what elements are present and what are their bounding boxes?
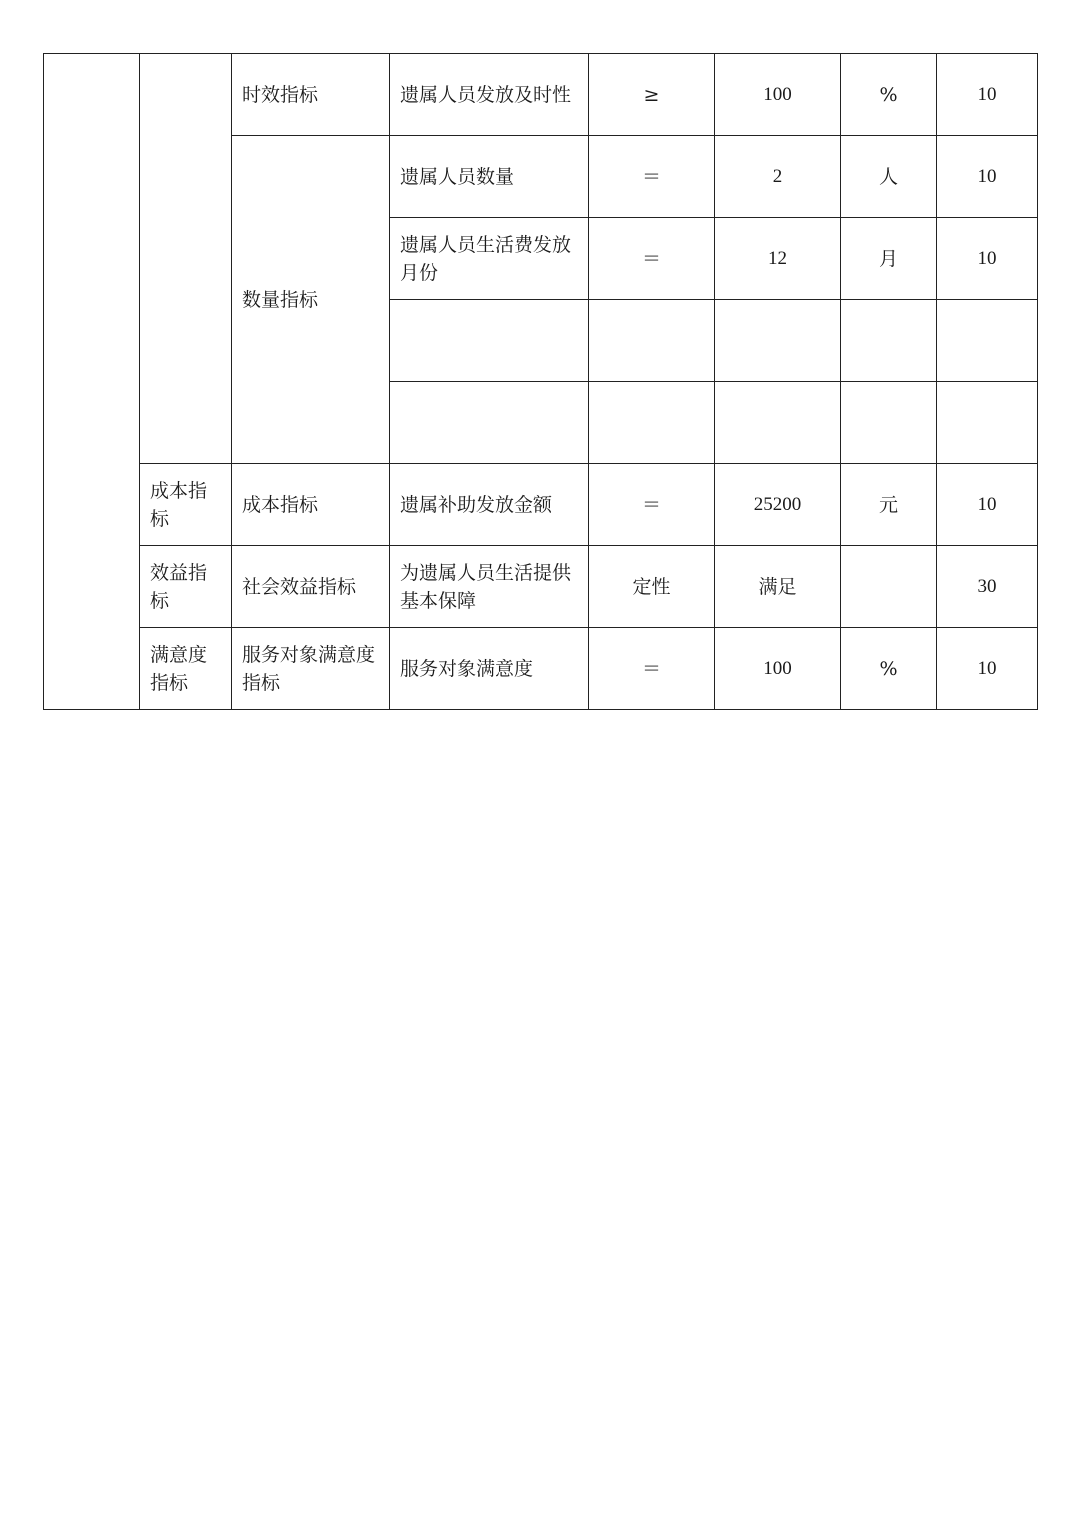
target-value-cell: [715, 382, 841, 464]
secondary-indicator-cell: 效益指标: [140, 546, 232, 628]
indicator-name-cell: [390, 382, 589, 464]
unit-cell: %: [841, 54, 937, 136]
indicator-name-cell: 遗属人员数量: [390, 136, 589, 218]
target-value-cell: 100: [715, 628, 841, 710]
table-row: [44, 546, 1038, 628]
operator-cell: 定性: [589, 546, 715, 628]
operator-cell: ＝: [589, 218, 715, 300]
operator-cell: ＝: [589, 464, 715, 546]
indicator-name-cell: 遗属人员生活费发放月份: [390, 218, 589, 300]
primary-indicator-cell: [44, 54, 140, 710]
weight-cell: 10: [937, 136, 1038, 218]
weight-cell: 10: [937, 628, 1038, 710]
table-row: [44, 464, 1038, 546]
tertiary-indicator-cell: 数量指标: [232, 136, 390, 464]
unit-cell: [841, 546, 937, 628]
unit-cell: 元: [841, 464, 937, 546]
unit-cell: [841, 300, 937, 382]
unit-cell: 人: [841, 136, 937, 218]
table-row: [44, 54, 1038, 136]
secondary-indicator-cell: 满意度指标: [140, 628, 232, 710]
weight-cell: 10: [937, 54, 1038, 136]
unit-cell: 月: [841, 218, 937, 300]
target-value-cell: [715, 300, 841, 382]
weight-cell: [937, 382, 1038, 464]
target-value-cell: 12: [715, 218, 841, 300]
indicator-name-cell: 服务对象满意度: [390, 628, 589, 710]
performance-indicator-table: [43, 53, 1038, 710]
indicator-name-cell: 遗属人员发放及时性: [390, 54, 589, 136]
operator-cell: [589, 382, 715, 464]
target-value-cell: 100: [715, 54, 841, 136]
unit-cell: [841, 382, 937, 464]
tertiary-indicator-cell: 服务对象满意度指标: [232, 628, 390, 710]
tertiary-indicator-cell: 时效指标: [232, 54, 390, 136]
operator-cell: ＝: [589, 628, 715, 710]
operator-cell: ≥: [589, 54, 715, 136]
table-row: [44, 628, 1038, 710]
target-value-cell: 2: [715, 136, 841, 218]
secondary-indicator-cell: [140, 54, 232, 464]
target-value-cell: 满足: [715, 546, 841, 628]
tertiary-indicator-cell: 社会效益指标: [232, 546, 390, 628]
tertiary-indicator-cell: 成本指标: [232, 464, 390, 546]
weight-cell: [937, 300, 1038, 382]
operator-cell: [589, 300, 715, 382]
indicator-name-cell: 遗属补助发放金额: [390, 464, 589, 546]
indicator-name-cell: 为遗属人员生活提供基本保障: [390, 546, 589, 628]
weight-cell: 10: [937, 218, 1038, 300]
secondary-indicator-cell: 成本指标: [140, 464, 232, 546]
indicator-name-cell: [390, 300, 589, 382]
unit-cell: %: [841, 628, 937, 710]
target-value-cell: 25200: [715, 464, 841, 546]
weight-cell: 10: [937, 464, 1038, 546]
weight-cell: 30: [937, 546, 1038, 628]
operator-cell: ＝: [589, 136, 715, 218]
